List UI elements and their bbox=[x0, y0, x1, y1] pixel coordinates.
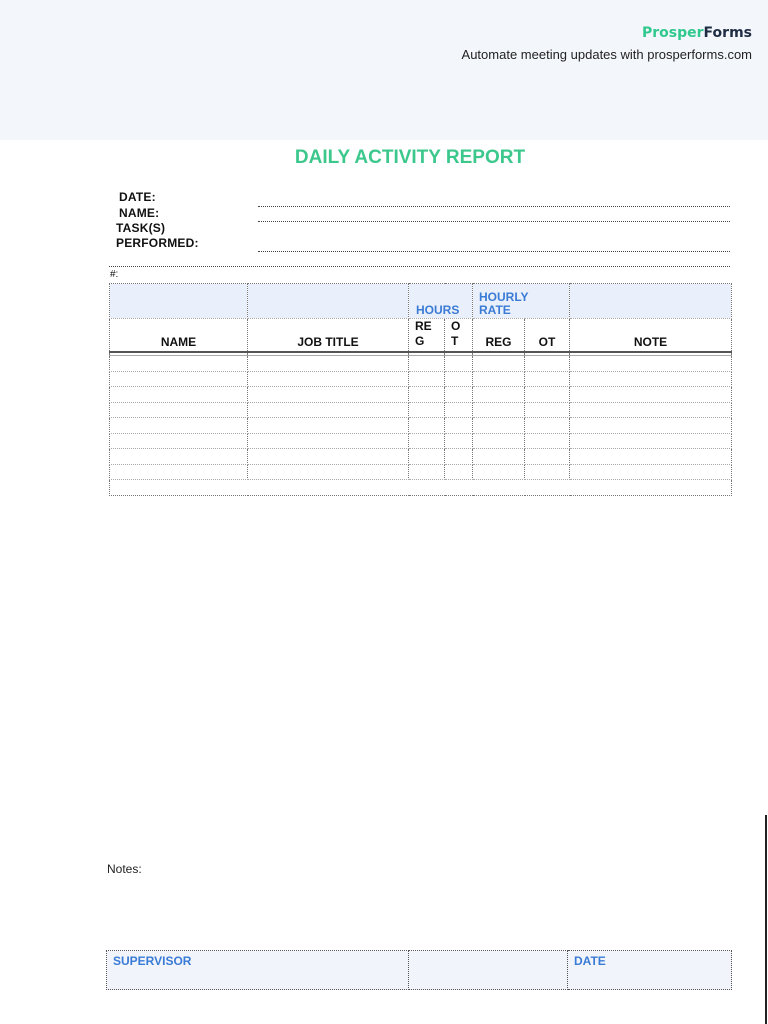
header-banner bbox=[0, 0, 768, 140]
performed-label: PERFORMED: bbox=[116, 236, 199, 250]
page-edge-line bbox=[765, 815, 767, 1024]
table-row[interactable] bbox=[110, 387, 732, 403]
signature-date-field[interactable] bbox=[568, 951, 732, 990]
signature-blank-field[interactable] bbox=[409, 951, 568, 990]
rate-group-header: HOURLY RATE bbox=[473, 284, 570, 319]
separator-line bbox=[109, 266, 730, 267]
notes-label: Notes: bbox=[107, 862, 142, 876]
header-cell-blank bbox=[110, 284, 248, 319]
supervisor-label: SUPERVISOR bbox=[113, 954, 192, 968]
table-row[interactable] bbox=[110, 464, 732, 480]
table-row[interactable] bbox=[110, 418, 732, 434]
col-name: NAME bbox=[110, 319, 248, 353]
date-line[interactable] bbox=[258, 206, 730, 207]
table-footer-row[interactable] bbox=[110, 480, 732, 496]
col-ot-rate: OT bbox=[525, 319, 570, 353]
table-group-header bbox=[110, 284, 732, 319]
col-note: NOTE bbox=[570, 319, 732, 353]
report-title: DAILY ACTIVITY REPORT bbox=[294, 147, 526, 168]
hash-label: #: bbox=[110, 269, 119, 280]
tasks-line[interactable] bbox=[258, 251, 730, 252]
table-row[interactable] bbox=[110, 371, 732, 387]
col-reg-rate: REG bbox=[473, 319, 525, 353]
header-cell-blank bbox=[570, 284, 732, 319]
name-line[interactable] bbox=[258, 221, 730, 222]
table-row[interactable] bbox=[110, 356, 732, 372]
logo-part-prosper: Prosper bbox=[642, 25, 704, 41]
signature-date-label: DATE bbox=[574, 954, 606, 968]
signature-table bbox=[106, 950, 732, 990]
table-row[interactable] bbox=[110, 449, 732, 465]
tagline: Automate meeting updates with prosperforms.com bbox=[461, 47, 752, 62]
hours-group-header: HOURS bbox=[409, 284, 473, 319]
col-job-title: JOB TITLE bbox=[248, 319, 409, 353]
col-ot-hours: O T bbox=[445, 319, 473, 353]
prosperforms-logo[interactable] bbox=[642, 25, 752, 41]
table-column-header bbox=[110, 319, 732, 353]
tasks-label: TASK(S) bbox=[116, 221, 166, 235]
logo-part-forms: Forms bbox=[703, 25, 752, 41]
header-cell-blank bbox=[248, 284, 409, 319]
table-row[interactable] bbox=[110, 433, 732, 449]
name-label: NAME: bbox=[119, 206, 160, 220]
date-label: DATE: bbox=[119, 190, 156, 204]
activity-table bbox=[109, 283, 732, 496]
col-reg-hours: RE G bbox=[409, 319, 445, 353]
table-row[interactable] bbox=[110, 402, 732, 418]
supervisor-field[interactable] bbox=[107, 951, 409, 990]
